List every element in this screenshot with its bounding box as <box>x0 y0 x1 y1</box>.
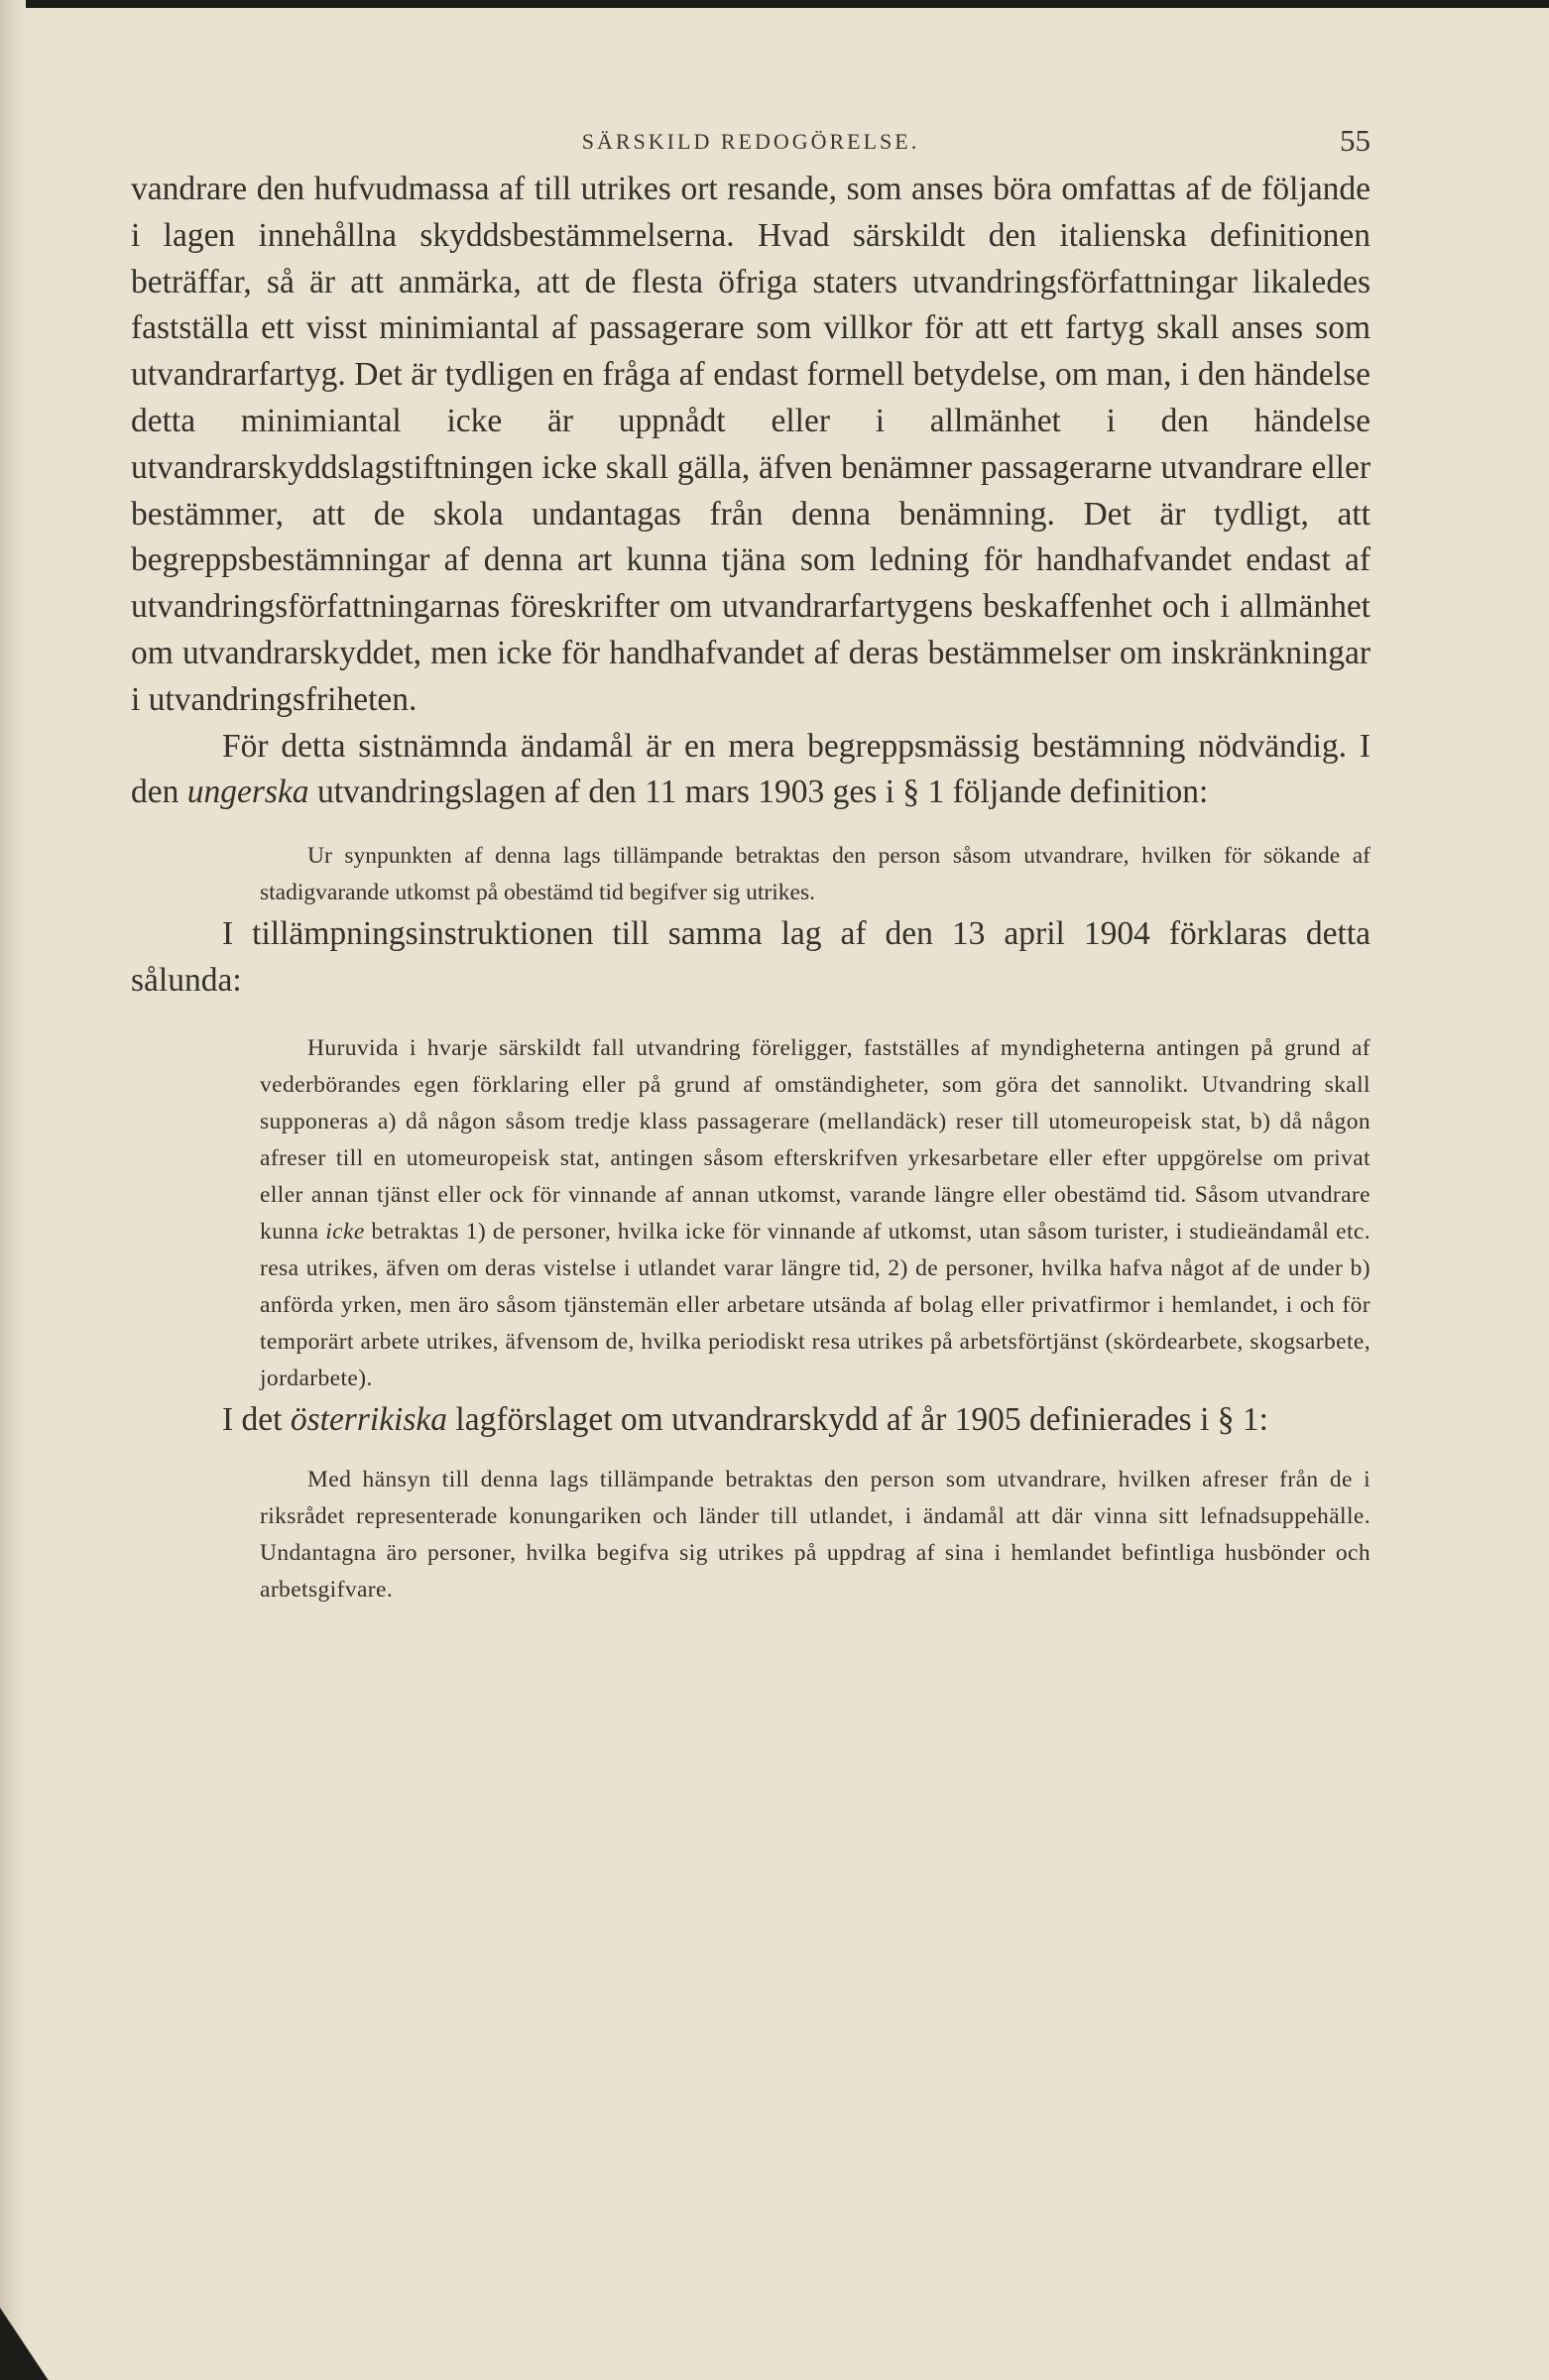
emphasis-word: ungerska <box>186 774 309 811</box>
body-text <box>131 167 1370 1608</box>
paragraph-hungarian-law <box>131 724 1370 817</box>
paragraph-text: För detta sistnämnda ändamål är en mera begreppsmässig bestämning nödvändig. I den <box>131 727 1370 811</box>
page-number: 55 <box>1340 123 1370 158</box>
quoted-instruction <box>260 1030 1370 1397</box>
quote-text: betraktas 1) de personer, hvilka icke för vinnande af utkomst, utan såsom turister, i studieändamål etc. resa utrikes, äfven om deras vistelse i utlandet varar längre tid, 2) de personer, hvilka hafva något af de under b) anförda yrken, men äro såsom tjänstemän eller arbetare utsända af bolag eller privatfirmor i hemlandet, i och för temporärt arbete utrikes, äfvensom de, hvilka periodiskt resa utrikes på arbetsförtjänst (skördearbete, skogsarbete, jordarbete). <box>260 1218 1371 1391</box>
quoted-definition-hungarian: Ur synpunkten af denna lags tillämpande betraktas den person såsom utvandrare, hvilken för sökande af stadigvarande utkomst på obestämd tid begifver sig utrikes. <box>260 843 1370 906</box>
paragraph-austrian-law <box>131 1397 1370 1444</box>
top-edge-shadow <box>0 0 1549 8</box>
book-page <box>131 117 1370 1608</box>
paragraph-text: lagförslaget om utvandrarskydd af år 1905 definierades i § 1: <box>455 1400 1268 1438</box>
quoted-definition-austrian: Med hänsyn till denna lags tillämpande betraktas den person som utvandrare, hvilken afreser från de i riksrådet representerade konungariken och länder till utlandet, i ändamål att där vinna sitt lefnadsuppehälle. Undantagna äro personer, hvilka begifva sig utrikes på uppdrag af sina i hemlandet befintliga husbönder och arbetsgifvare. <box>260 1466 1370 1603</box>
quote-text: Huruvida i hvarje särskildt fall utvandring föreligger, fastställes af myndigheterna antingen på grund af vederbörandes egen förklaring eller på grund af omständigheter, som göra det sannolikt. Utvandring skall supponeras a) då någon såsom tredje klass passagerare (mellandäck) reser till utomeuropeisk stat, b) då någon afreser till en utomeuropeisk stat, antingen såsom efterskrifven yrkesarbetare eller efter uppgörelse om privat eller annan tjänst eller ock för vinnande af annan utkomst, varande längre eller obestämd tid. Såsom utvandrare kunna <box>260 1034 1370 1245</box>
page-header <box>131 117 1370 167</box>
emphasis-word: icke <box>325 1218 365 1245</box>
running-title: SÄRSKILD REDOGÖRELSE. <box>581 129 920 154</box>
page-binding-edge <box>0 0 26 2380</box>
paragraph-continuation: vandrare den hufvudmassa af till utrikes ort resande, som anses böra omfattas af de följande i lagen innehållna skyddsbestämmelserna. Hvad särskildt den italienska definitionen beträffar, så är att anmärka, att de flesta öfriga staters utvandringsförfattningar likaledes fastställa ett visst minimiantal af passagerare som villkor för att ett fartyg skall anses som utvandrarfartyg. Det är tydligen en fråga af endast formell betydelse, om man, i den händelse detta minimiantal icke är uppnådt eller i allmänhet i den händelse utvandrarskyddslagstiftningen icke skall gälla, äfven benämner passagerarne utvandrare eller bestämmer, att de skola undantagas från denna benämning. Det är tydligt, att begreppsbestämningar af denna art kunna tjäna som ledning för handhafvandet endast af utvandringsförfattningarnas föreskrifter om utvandrarfartygens beskaffenhet och i allmänhet om utvandrarskyddet, men icke för handhafvandet af deras bestämmelser om inskränkningar i utvandringsfriheten. <box>131 171 1370 718</box>
paragraph-text: I det <box>222 1400 283 1438</box>
emphasis-word: österrikiska <box>290 1400 448 1438</box>
page-corner-shadow <box>0 2291 60 2380</box>
paragraph-instruction: I tillämpningsinstruktionen till samma lag af den 13 april 1904 förklaras detta sålunda: <box>131 915 1370 999</box>
paragraph-text: utvandringslagen af den 11 mars 1903 ges i § 1 följande definition: <box>316 774 1209 811</box>
